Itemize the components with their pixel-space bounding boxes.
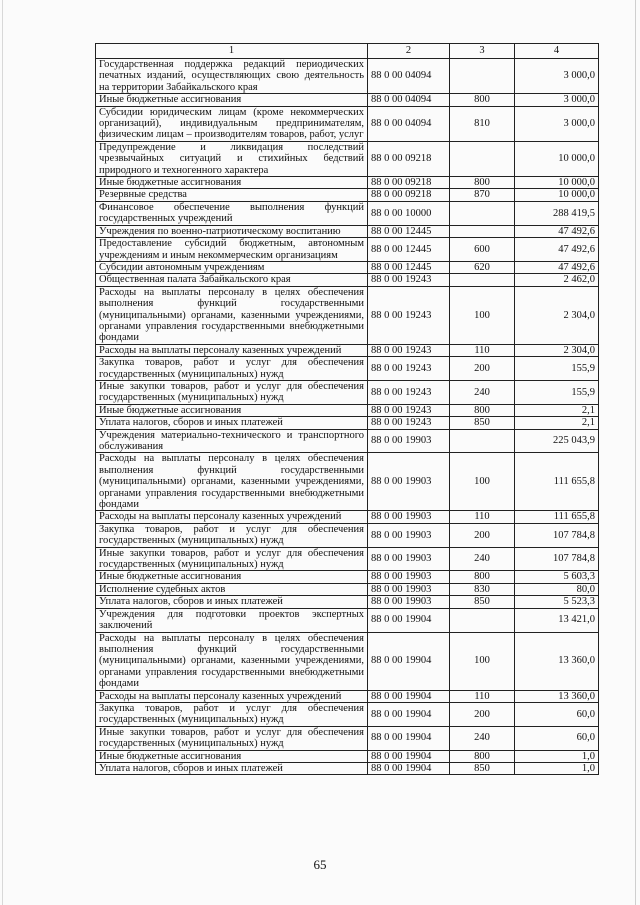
row-name-cell: Резервные средства [96, 189, 368, 201]
row-amount-cell: 2,1 [515, 404, 599, 416]
row-name-cell: Расходы на выплаты персоналу казенных учреждений [96, 511, 368, 523]
row-amount-cell: 155,9 [515, 357, 599, 381]
row-code-cell: 88 0 00 19903 [368, 583, 450, 595]
row-name-cell: Расходы на выплаты персоналу казенных учреждений [96, 690, 368, 702]
row-code-cell: 88 0 00 19903 [368, 453, 450, 511]
table-row [96, 177, 599, 189]
row-amount-cell: 2,1 [515, 417, 599, 429]
row-name-cell: Учреждения для подготовки проектов экспертных заключений [96, 608, 368, 632]
row-amount-cell: 13 360,0 [515, 690, 599, 702]
row-amount-cell: 80,0 [515, 583, 599, 595]
row-amount-cell: 47 492,6 [515, 238, 599, 262]
table-row [96, 106, 599, 141]
row-code-cell: 88 0 00 09218 [368, 189, 450, 201]
row-code-cell: 88 0 00 19903 [368, 523, 450, 547]
row-code-cell: 88 0 00 19904 [368, 702, 450, 726]
row-amount-cell: 47 492,6 [515, 225, 599, 237]
row-code-cell: 88 0 00 19904 [368, 632, 450, 690]
table-row [96, 274, 599, 286]
table-row [96, 583, 599, 595]
row-name-cell: Общественная палата Забайкальского края [96, 274, 368, 286]
row-expense-type-cell: 200 [450, 702, 515, 726]
row-amount-cell: 13 360,0 [515, 632, 599, 690]
row-code-cell: 88 0 00 19243 [368, 344, 450, 356]
table-row [96, 429, 599, 453]
row-expense-type-cell: 800 [450, 750, 515, 762]
table-row [96, 453, 599, 511]
row-amount-cell: 3 000,0 [515, 94, 599, 106]
row-expense-type-cell: 800 [450, 404, 515, 416]
row-expense-type-cell: 240 [450, 380, 515, 404]
table-row [96, 596, 599, 608]
row-code-cell: 88 0 00 12445 [368, 238, 450, 262]
row-name-cell: Иные бюджетные ассигнования [96, 404, 368, 416]
row-expense-type-cell: 800 [450, 94, 515, 106]
row-name-cell: Субсидии юридическим лицам (кроме некоммерческих организаций), индивидуальным предпринимателям, физическим лицам – производителям товаров, работ, услуг [96, 106, 368, 141]
row-name-cell: Уплата налогов, сборов и иных платежей [96, 596, 368, 608]
row-name-cell: Иные бюджетные ассигнования [96, 177, 368, 189]
row-expense-type-cell [450, 201, 515, 225]
row-expense-type-cell: 600 [450, 238, 515, 262]
table-header-row [96, 44, 599, 59]
row-expense-type-cell [450, 608, 515, 632]
table-row [96, 750, 599, 762]
row-name-cell: Исполнение судебных актов [96, 583, 368, 595]
row-expense-type-cell: 100 [450, 632, 515, 690]
scan-edge-left [2, 0, 3, 905]
table-row [96, 94, 599, 106]
table-row [96, 344, 599, 356]
row-amount-cell: 10 000,0 [515, 189, 599, 201]
table-row [96, 632, 599, 690]
row-code-cell: 88 0 00 19903 [368, 429, 450, 453]
row-expense-type-cell: 200 [450, 357, 515, 381]
row-expense-type-cell [450, 274, 515, 286]
row-code-cell: 88 0 00 19243 [368, 274, 450, 286]
row-expense-type-cell: 870 [450, 189, 515, 201]
scan-edge-right [635, 0, 636, 905]
row-code-cell: 88 0 00 04094 [368, 94, 450, 106]
row-code-cell: 88 0 00 04094 [368, 106, 450, 141]
row-code-cell: 88 0 00 12445 [368, 225, 450, 237]
row-expense-type-cell: 200 [450, 523, 515, 547]
row-name-cell: Закупка товаров, работ и услуг для обеспечения государственных (муниципальных) нужд [96, 357, 368, 381]
row-amount-cell: 155,9 [515, 380, 599, 404]
budget-table [95, 43, 599, 775]
row-name-cell: Уплата налогов, сборов и иных платежей [96, 762, 368, 774]
table-row [96, 523, 599, 547]
table-row [96, 417, 599, 429]
row-code-cell: 88 0 00 19903 [368, 596, 450, 608]
row-code-cell: 88 0 00 19904 [368, 750, 450, 762]
row-code-cell: 88 0 00 19243 [368, 380, 450, 404]
table-row [96, 201, 599, 225]
header-col-3: 3 [450, 44, 515, 59]
row-amount-cell: 3 000,0 [515, 59, 599, 94]
row-name-cell: Учреждения материально-технического и транспортного обслуживания [96, 429, 368, 453]
row-expense-type-cell: 110 [450, 690, 515, 702]
row-code-cell: 88 0 00 19904 [368, 762, 450, 774]
row-code-cell: 88 0 00 19243 [368, 404, 450, 416]
row-name-cell: Расходы на выплаты персоналу казенных учреждений [96, 344, 368, 356]
row-code-cell: 88 0 00 12445 [368, 261, 450, 273]
table-row [96, 547, 599, 571]
row-amount-cell: 2 304,0 [515, 286, 599, 344]
row-expense-type-cell: 850 [450, 762, 515, 774]
row-amount-cell: 225 043,9 [515, 429, 599, 453]
header-col-4: 4 [515, 44, 599, 59]
row-code-cell: 88 0 00 19903 [368, 571, 450, 583]
header-col-2: 2 [368, 44, 450, 59]
row-code-cell: 88 0 00 09218 [368, 177, 450, 189]
table-row [96, 380, 599, 404]
row-code-cell: 88 0 00 19904 [368, 690, 450, 702]
row-amount-cell: 5 603,3 [515, 571, 599, 583]
row-expense-type-cell [450, 141, 515, 176]
table-row [96, 726, 599, 750]
table-row [96, 225, 599, 237]
row-code-cell: 88 0 00 19903 [368, 547, 450, 571]
row-name-cell: Предоставление субсидий бюджетным, автономным учреждениям и иным некоммерческим организациям [96, 238, 368, 262]
row-amount-cell: 111 655,8 [515, 511, 599, 523]
row-name-cell: Предупреждение и ликвидация последствий чрезвычайных ситуаций и стихийных бедствий природного и техногенного характера [96, 141, 368, 176]
table-row [96, 141, 599, 176]
row-amount-cell: 47 492,6 [515, 261, 599, 273]
row-amount-cell: 111 655,8 [515, 453, 599, 511]
row-name-cell: Расходы на выплаты персоналу в целях обеспечения выполнения функций государственными (муниципальными) органами, казенными учреждениями, органами управления государственными внебюджетными фондами [96, 453, 368, 511]
row-name-cell: Расходы на выплаты персоналу в целях обеспечения выполнения функций государственными (муниципальными) органами, казенными учреждениями, органами управления государственными внебюджетными фондами [96, 286, 368, 344]
row-name-cell: Учреждения по военно-патриотическому воспитанию [96, 225, 368, 237]
row-name-cell: Иные бюджетные ассигнования [96, 94, 368, 106]
row-name-cell: Закупка товаров, работ и услуг для обеспечения государственных (муниципальных) нужд [96, 523, 368, 547]
row-name-cell: Иные бюджетные ассигнования [96, 571, 368, 583]
row-code-cell: 88 0 00 19243 [368, 286, 450, 344]
table-row [96, 762, 599, 774]
row-code-cell: 88 0 00 19904 [368, 608, 450, 632]
row-code-cell: 88 0 00 09218 [368, 141, 450, 176]
table-row [96, 404, 599, 416]
table-row [96, 261, 599, 273]
row-expense-type-cell: 800 [450, 177, 515, 189]
row-expense-type-cell: 800 [450, 571, 515, 583]
table-row [96, 571, 599, 583]
table-row [96, 702, 599, 726]
table-row [96, 189, 599, 201]
header-col-1: 1 [96, 44, 368, 59]
row-expense-type-cell: 240 [450, 726, 515, 750]
row-name-cell: Иные закупки товаров, работ и услуг для обеспечения государственных (муниципальных) нужд [96, 726, 368, 750]
row-expense-type-cell: 850 [450, 417, 515, 429]
row-code-cell: 88 0 00 19243 [368, 357, 450, 381]
row-code-cell: 88 0 00 04094 [368, 59, 450, 94]
row-name-cell: Уплата налогов, сборов и иных платежей [96, 417, 368, 429]
row-expense-type-cell [450, 59, 515, 94]
table-row [96, 608, 599, 632]
row-amount-cell: 2 304,0 [515, 344, 599, 356]
row-expense-type-cell: 100 [450, 286, 515, 344]
table-row [96, 690, 599, 702]
row-expense-type-cell: 850 [450, 596, 515, 608]
row-expense-type-cell [450, 429, 515, 453]
row-expense-type-cell: 110 [450, 511, 515, 523]
row-code-cell: 88 0 00 19903 [368, 511, 450, 523]
row-expense-type-cell [450, 225, 515, 237]
row-name-cell: Иные закупки товаров, работ и услуг для обеспечения государственных (муниципальных) нужд [96, 547, 368, 571]
row-code-cell: 88 0 00 19904 [368, 726, 450, 750]
row-expense-type-cell: 810 [450, 106, 515, 141]
row-name-cell: Государственная поддержка редакций периодических печатных изданий, осуществляющих свою деятельность на территории Забайкальского края [96, 59, 368, 94]
table-body [96, 59, 599, 775]
row-amount-cell: 1,0 [515, 750, 599, 762]
row-amount-cell: 10 000,0 [515, 141, 599, 176]
row-amount-cell: 60,0 [515, 702, 599, 726]
row-name-cell: Закупка товаров, работ и услуг для обеспечения государственных (муниципальных) нужд [96, 702, 368, 726]
row-amount-cell: 60,0 [515, 726, 599, 750]
row-amount-cell: 107 784,8 [515, 547, 599, 571]
row-amount-cell: 107 784,8 [515, 523, 599, 547]
row-code-cell: 88 0 00 10000 [368, 201, 450, 225]
page-number: 65 [313, 857, 327, 872]
row-amount-cell: 1,0 [515, 762, 599, 774]
row-expense-type-cell: 620 [450, 261, 515, 273]
table-row [96, 59, 599, 94]
row-amount-cell: 2 462,0 [515, 274, 599, 286]
row-amount-cell: 3 000,0 [515, 106, 599, 141]
row-expense-type-cell: 240 [450, 547, 515, 571]
table-row [96, 286, 599, 344]
row-expense-type-cell: 110 [450, 344, 515, 356]
row-expense-type-cell: 830 [450, 583, 515, 595]
table-row [96, 357, 599, 381]
row-amount-cell: 5 523,3 [515, 596, 599, 608]
table-row [96, 238, 599, 262]
row-amount-cell: 13 421,0 [515, 608, 599, 632]
row-amount-cell: 288 419,5 [515, 201, 599, 225]
row-code-cell: 88 0 00 19243 [368, 417, 450, 429]
row-name-cell: Финансовое обеспечение выполнения функций государственных учреждений [96, 201, 368, 225]
row-expense-type-cell: 100 [450, 453, 515, 511]
row-name-cell: Расходы на выплаты персоналу в целях обеспечения выполнения функций государственными (муниципальными) органами, казенными учреждениями, органами управления государственными внебюджетными фондами [96, 632, 368, 690]
row-name-cell: Иные бюджетные ассигнования [96, 750, 368, 762]
row-name-cell: Иные закупки товаров, работ и услуг для обеспечения государственных (муниципальных) нужд [96, 380, 368, 404]
row-amount-cell: 10 000,0 [515, 177, 599, 189]
row-name-cell: Субсидии автономным учреждениям [96, 261, 368, 273]
table-row [96, 511, 599, 523]
